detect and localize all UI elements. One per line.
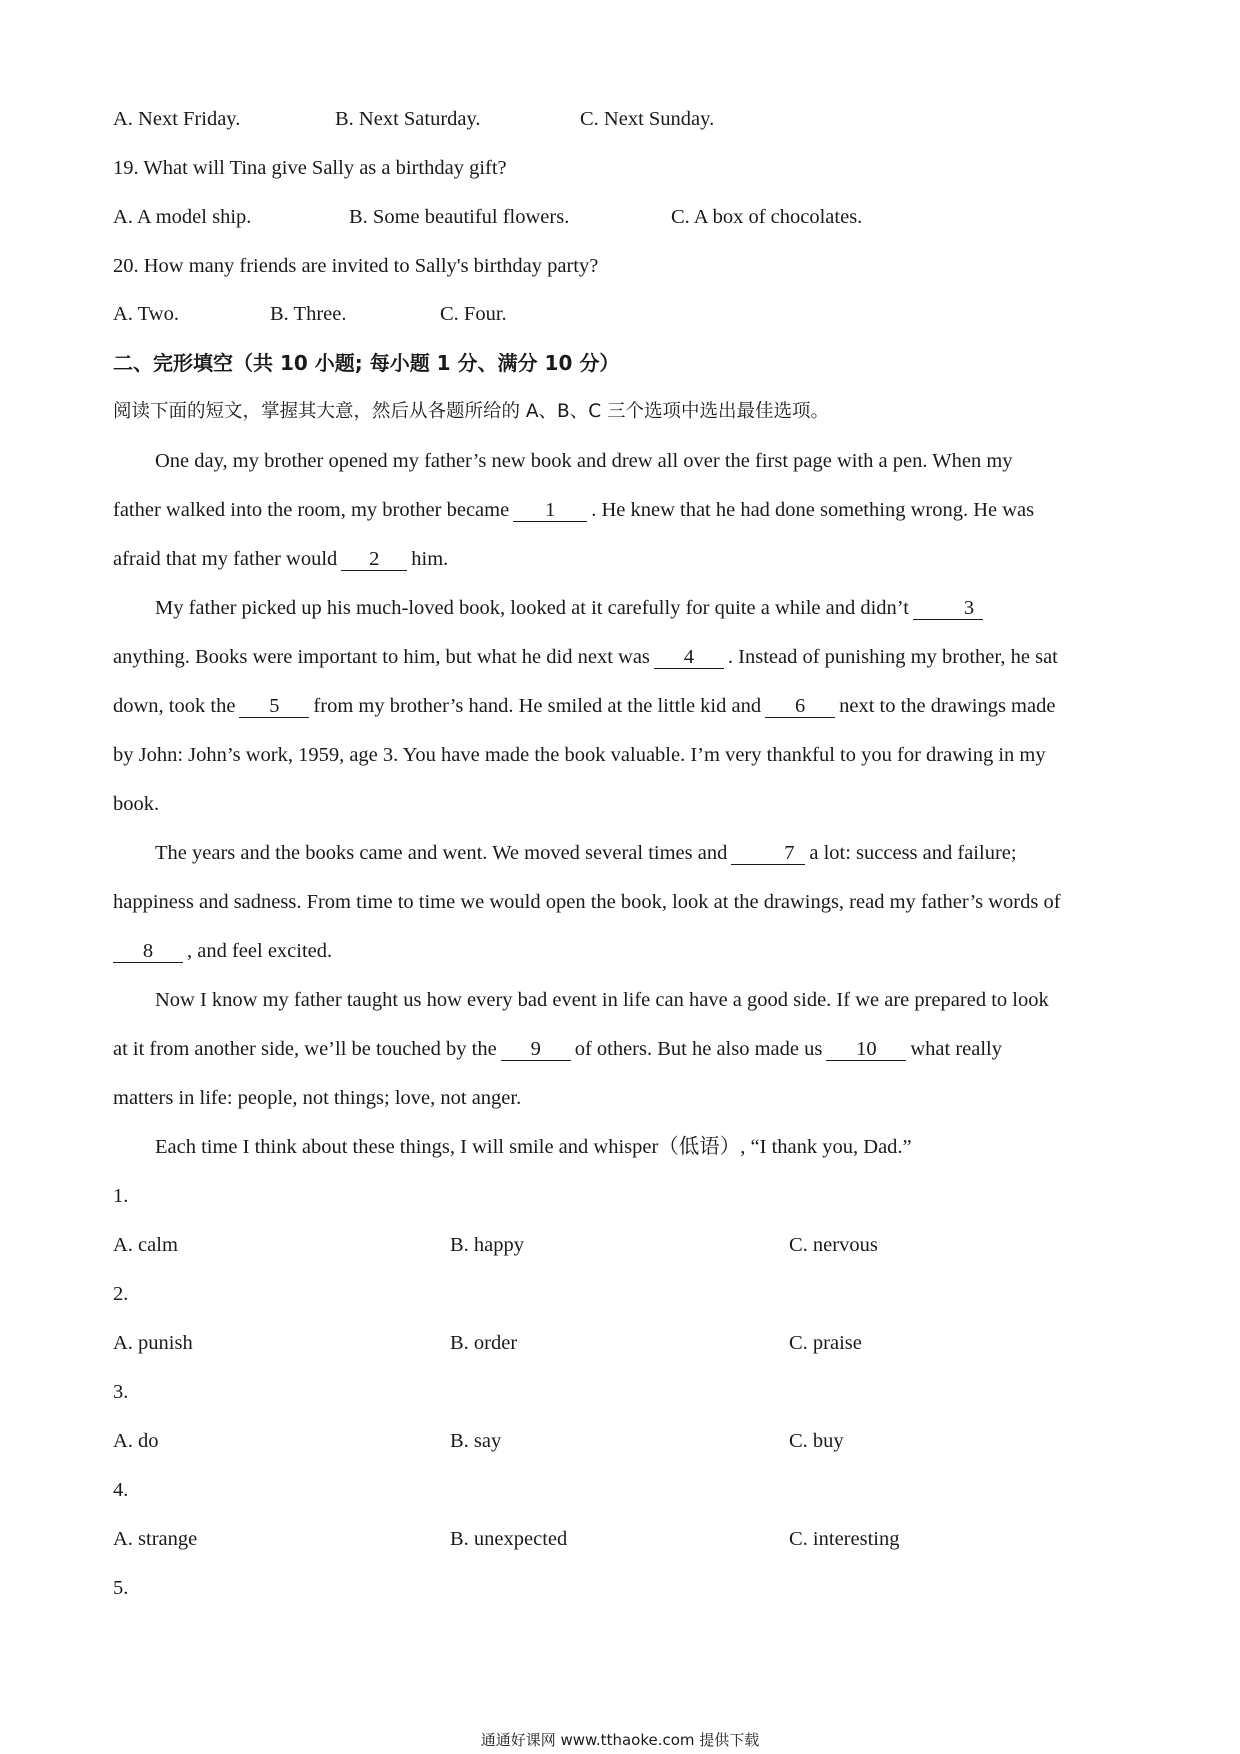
blank-7: 7 xyxy=(731,842,805,865)
blank-10: 10 xyxy=(826,1038,906,1061)
option-c: C. nervous xyxy=(789,1234,878,1256)
option-b: B. unexpected xyxy=(450,1528,568,1550)
question-number: 3. xyxy=(113,1381,129,1403)
passage-text: . He knew that he had done something wrong. He was xyxy=(591,499,1035,521)
passage-line: Now I know my father taught us how every bad event in life can have a good side. If we are prepared to look xyxy=(155,989,1049,1011)
blank-5: 5 xyxy=(239,695,309,718)
option-a: A. strange xyxy=(113,1528,198,1550)
option-c: C. interesting xyxy=(789,1528,900,1550)
passage-text: father walked into the room, my brother became xyxy=(113,499,510,521)
passage-line: matters in life: people, not things; love, not anger. xyxy=(113,1087,522,1109)
passage-text: anything. Books were important to him, but what he did next was xyxy=(113,646,650,668)
section-instruction: 阅读下面的短文，掌握其大意，然后从各题所给的 A、B、C 三个选项中选出最佳选项。 xyxy=(113,401,830,422)
passage-text: of others. But he also made us xyxy=(574,1038,823,1060)
option-c: C. praise xyxy=(789,1332,862,1354)
q18-option-b: B. Next Saturday. xyxy=(335,108,481,130)
passage-text: My father picked up his much-loved book, looked at it carefully for quite a while and didn’t xyxy=(155,597,909,619)
option-b: B. happy xyxy=(450,1234,525,1256)
q18-option-a: A. Next Friday. xyxy=(113,108,241,130)
option-a: A. punish xyxy=(113,1332,193,1354)
option-c: C. buy xyxy=(789,1430,844,1452)
page-footer: 通通好课网 www.tthaoke.com 提供下载 xyxy=(480,1731,760,1749)
passage-line xyxy=(113,839,1130,867)
passage-line xyxy=(113,937,1130,965)
q18-option-c: C. Next Sunday. xyxy=(580,108,715,130)
blank-4: 4 xyxy=(654,646,724,669)
passage-line xyxy=(113,496,1130,524)
passage-text: a lot: success and failure; xyxy=(809,842,1017,864)
passage-text: , and feel excited. xyxy=(187,940,333,962)
q19-option-c: C. A box of chocolates. xyxy=(671,206,863,228)
question-number: 1. xyxy=(113,1185,129,1207)
passage-line: book. xyxy=(113,793,160,815)
passage-text: down, took the xyxy=(113,695,236,717)
passage-text: from my brother’s hand. He smiled at the little kid and xyxy=(313,695,762,717)
passage-line xyxy=(113,692,1130,720)
passage-text: next to the drawings made xyxy=(839,695,1056,717)
passage-line xyxy=(113,545,1130,573)
passage-text: what really xyxy=(910,1038,1002,1060)
q19-stem: 19. What will Tina give Sally as a birthday gift? xyxy=(113,157,507,179)
passage-line: by John: John’s work, 1959, age 3. You have made the book valuable. I’m very thankful to you for drawing in my xyxy=(113,744,1046,766)
option-b: B. order xyxy=(450,1332,518,1354)
blank-2: 2 xyxy=(341,548,407,571)
passage-line xyxy=(113,594,1130,622)
passage-line xyxy=(113,1035,1130,1063)
option-a: A. calm xyxy=(113,1234,178,1256)
blank-9: 9 xyxy=(501,1038,571,1061)
passage-line: One day, my brother opened my father’s new book and drew all over the first page with a pen. When my xyxy=(155,450,1013,472)
passage-text: The years and the books came and went. We moved several times and xyxy=(155,842,728,864)
section-heading: 二、完形填空（共 10 小题; 每小题 1 分、满分 10 分） xyxy=(113,351,620,375)
q20-option-c: C. Four. xyxy=(440,303,507,325)
q20-option-a: A. Two. xyxy=(113,303,179,325)
passage-text: afraid that my father would xyxy=(113,548,338,570)
passage-text: at it from another side, we’ll be touched by the xyxy=(113,1038,497,1060)
blank-1: 1 xyxy=(513,499,587,522)
blank-8: 8 xyxy=(113,940,183,963)
question-number: 4. xyxy=(113,1479,129,1501)
question-number: 2. xyxy=(113,1283,129,1305)
q20-stem: 20. How many friends are invited to Sally's birthday party? xyxy=(113,255,599,277)
option-a: A. do xyxy=(113,1430,159,1452)
option-b: B. say xyxy=(450,1430,502,1452)
q19-option-a: A. A model ship. xyxy=(113,206,252,228)
q19-option-b: B. Some beautiful flowers. xyxy=(349,206,570,228)
q20-option-b: B. Three. xyxy=(270,303,347,325)
question-number: 5. xyxy=(113,1577,129,1599)
blank-3: 3 xyxy=(913,597,983,620)
blank-6: 6 xyxy=(765,695,835,718)
passage-text: him. xyxy=(411,548,449,570)
passage-line: happiness and sadness. From time to time we would open the book, look at the drawings, read my father’s words of xyxy=(113,891,1061,913)
passage-text: . Instead of punishing my brother, he sat xyxy=(727,646,1058,668)
passage-line: Each time I think about these things, I will smile and whisper（低语）, “I thank you, Dad.” xyxy=(155,1136,912,1158)
passage-line xyxy=(113,643,1130,671)
